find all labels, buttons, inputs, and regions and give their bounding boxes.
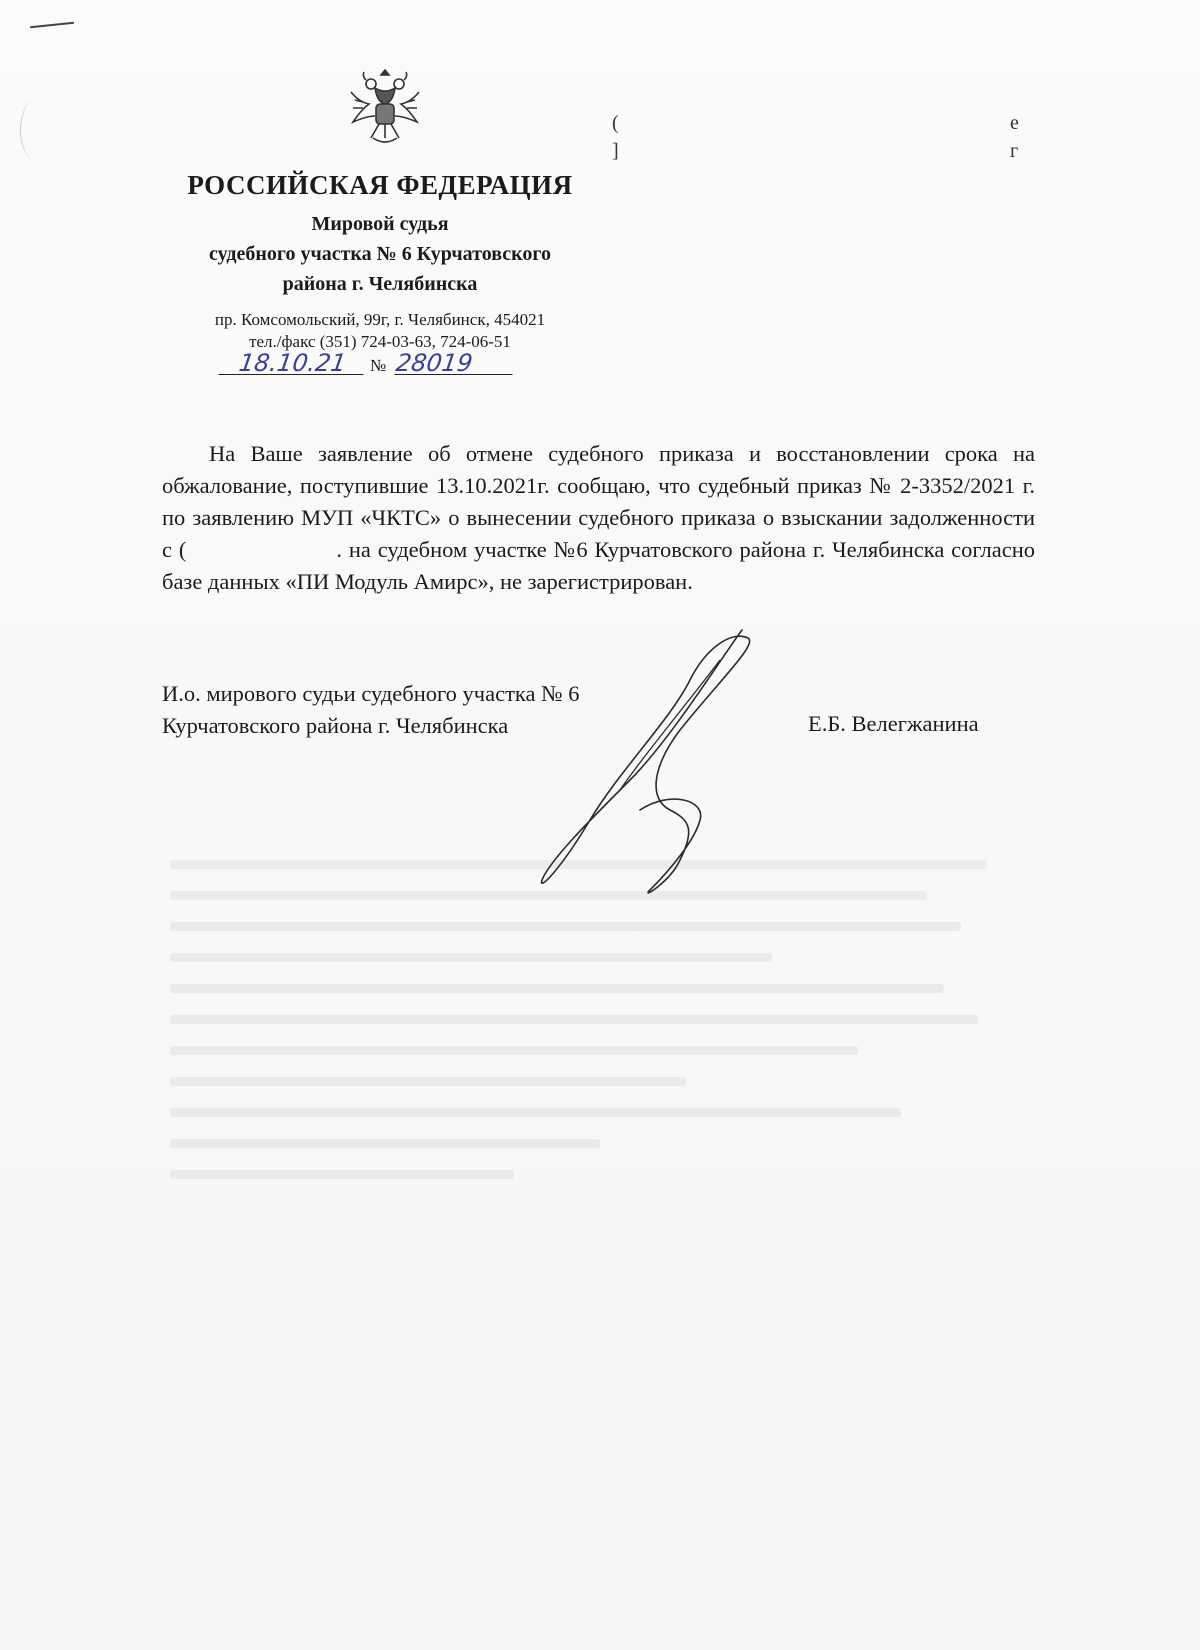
- bleed-through-text: [170, 860, 1030, 1460]
- registration-number: 28019: [394, 352, 515, 375]
- position-line-2: Курчатовского района г. Челябинска: [162, 713, 509, 738]
- court-line-2: района г. Челябинска: [282, 273, 478, 295]
- court-letterhead: [170, 170, 590, 353]
- body-text-end: . на судебном участке №6 Курчатовского района г. Челябинска согласно базе данных «ПИ Модуль Амирс», не зарегистрирован.: [162, 537, 1035, 594]
- court-line-1: судебного участка № 6 Курчатовского: [209, 243, 551, 265]
- redacted-addressee: [612, 110, 1040, 170]
- address-line-2: тел./факс (351) 724-03-63, 724-06-51: [249, 332, 511, 351]
- scan-artifact: [30, 22, 74, 29]
- signatory-name: Е.Б. Велегжанина: [808, 711, 979, 736]
- registration-line: [220, 349, 520, 380]
- redacted-fragment: е: [1010, 112, 1019, 134]
- double-headed-eagle-icon: [345, 64, 425, 150]
- body-text-start: На Ваше заявление об отмене судебного приказа и восстановлении срока на обжалование, поступившие 13.10.2021г. сообщаю, что судебный приказ № 2-3352/2021 г. по заявлению МУП «ЧКТС» о вынесении судебного приказа о взыскании задолженности с (: [162, 441, 1035, 562]
- judge-title: Мировой судья: [311, 213, 449, 235]
- country-title: РОССИЙСКАЯ ФЕДЕРАЦИЯ: [187, 170, 573, 200]
- number-sign: №: [370, 356, 387, 375]
- address-line-1: пр. Комсомольский, 99г, г. Челябинск, 454021: [214, 310, 546, 329]
- redacted-fragment: г: [1010, 140, 1019, 162]
- position-line-1: И.о. мирового судьи судебного участка № 6: [162, 681, 580, 706]
- redacted-fragment: ]: [612, 140, 619, 162]
- letter-body: [162, 438, 1035, 598]
- registration-date: 18.10.21: [218, 352, 366, 375]
- scan-artifact-arc: [20, 100, 51, 160]
- redacted-fragment: (: [612, 112, 619, 134]
